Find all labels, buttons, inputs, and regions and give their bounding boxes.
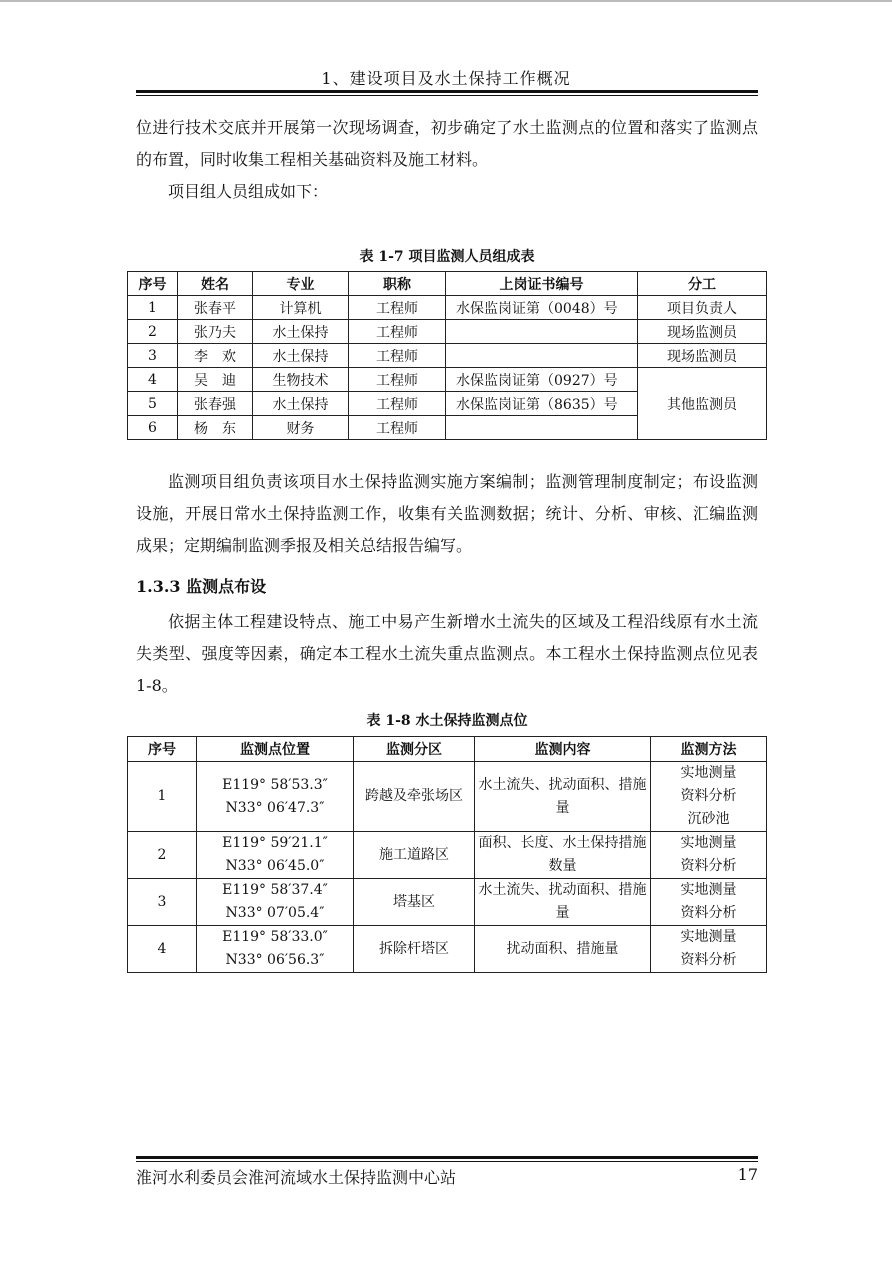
- table-header-row: [128, 272, 767, 296]
- cell-method: [651, 879, 767, 926]
- header-cell: 上岗证书编号: [446, 272, 638, 296]
- header-cell: 职称: [349, 272, 446, 296]
- cell-method: [651, 926, 767, 973]
- cell-no: 4: [128, 926, 197, 973]
- cell-content: 水土流失、扰动面积、措施量: [475, 762, 651, 832]
- cell-no: 4: [128, 368, 178, 392]
- cell-title: 工程师: [349, 344, 446, 368]
- monitoring-points-table: [127, 736, 767, 973]
- cell-name: 张乃夫: [178, 320, 253, 344]
- cell-cert: 水保监岗证第（0048）号: [446, 296, 638, 320]
- cell-no: 3: [128, 344, 178, 368]
- cell-zone: 施工道路区: [354, 832, 475, 879]
- cell-location: [197, 879, 354, 926]
- page-top-border: [0, 0, 892, 2]
- cell-content: 面积、长度、水土保持措施数量: [475, 832, 651, 879]
- cell-location: [197, 926, 354, 973]
- table-row: [128, 296, 767, 320]
- header-cell: 序号: [128, 272, 178, 296]
- cell-no: 1: [128, 296, 178, 320]
- header-cell: 监测内容: [475, 737, 651, 762]
- cell-cert: 水保监岗证第（0927）号: [446, 368, 638, 392]
- method-item: 实地测量: [680, 882, 737, 898]
- header-cell: 监测方法: [651, 737, 767, 762]
- running-header: 1、建设项目及水土保持工作概况: [321, 69, 571, 88]
- cell-major: 水土保持: [253, 392, 349, 416]
- cell-major: 水土保持: [253, 320, 349, 344]
- cell-major: 水土保持: [253, 344, 349, 368]
- longitude: E119° 58′53.3″: [222, 776, 328, 793]
- table-row: [128, 832, 767, 879]
- table-row: [128, 879, 767, 926]
- method-item: 资料分析: [680, 788, 737, 804]
- cell-location: [197, 762, 354, 832]
- cell-role-merged: 其他监测员: [638, 368, 767, 440]
- cell-no: 1: [128, 762, 197, 832]
- personnel-table: [127, 271, 767, 440]
- section-heading: 1.3.3 监测点布设: [136, 577, 267, 596]
- cell-location: [197, 832, 354, 879]
- paragraph-intro: 位进行技术交底并开展第一次现场调查，初步确定了水土监测点的位置和落实了监测点的布置，同时收集工程相关基础资料及施工材料。: [136, 118, 758, 169]
- paragraph-responsibilities: 监测项目组负责该项目水土保持监测实施方案编制；监测管理制度制定；布设监测设施，开展日常水土保持监测工作，收集有关监测数据；统计、分析、审核、汇编监测成果；定期编制监测季报及相关总结报告编写。: [136, 472, 758, 555]
- cell-content: 扰动面积、措施量: [475, 926, 651, 973]
- cell-name: 张春平: [178, 296, 253, 320]
- cell-title: 工程师: [349, 320, 446, 344]
- longitude: E119° 58′33.0″: [222, 929, 328, 945]
- cell-major: 生物技术: [253, 368, 349, 392]
- method-item: 资料分析: [680, 858, 737, 874]
- paragraph-monitoring-points: 依据主体工程建设特点、施工中易产生新增水土流失的区域及工程沿线原有水土流失类型、强度等因素，确定本工程水土流失重点监测点。本工程水土保持监测点位见表 1-8。: [136, 612, 758, 695]
- header-cell: 序号: [128, 737, 197, 762]
- cell-major: 计算机: [253, 296, 349, 320]
- method-item: 实地测量: [680, 835, 737, 851]
- cell-role: 项目负责人: [638, 296, 767, 320]
- latitude: N33° 06′56.3″: [225, 952, 325, 968]
- table-row: [128, 344, 767, 368]
- cell-major: 财务: [253, 416, 349, 440]
- cell-name: 杨 东: [178, 416, 253, 440]
- cell-zone: 塔基区: [354, 879, 475, 926]
- latitude: N33° 06′47.3″: [225, 799, 325, 816]
- footer-organization: 淮河水利委员会淮河流域水土保持监测中心站: [136, 1168, 457, 1187]
- cell-cert: [446, 416, 638, 440]
- page-number: 17: [737, 1165, 758, 1184]
- cell-no: 6: [128, 416, 178, 440]
- cell-zone: 拆除杆塔区: [354, 926, 475, 973]
- cell-role: 现场监测员: [638, 344, 767, 368]
- cell-no: 2: [128, 320, 178, 344]
- paragraph-team-intro: 项目组人员组成如下：: [168, 182, 329, 201]
- header-cell: 姓名: [178, 272, 253, 296]
- table-header-row: [128, 737, 767, 762]
- table-row: [128, 926, 767, 973]
- latitude: N33° 06′45.0″: [225, 858, 325, 874]
- cell-title: 工程师: [349, 392, 446, 416]
- table-row: [128, 320, 767, 344]
- cell-no: 2: [128, 832, 197, 879]
- table-row: [128, 762, 767, 832]
- cell-cert: [446, 320, 638, 344]
- header-cell: 分工: [638, 272, 767, 296]
- method-item: 资料分析: [680, 952, 737, 968]
- header-rule: [136, 90, 758, 96]
- cell-method: [651, 762, 767, 832]
- method-item: 实地测量: [680, 765, 737, 781]
- cell-zone: 跨越及牵张场区: [354, 762, 475, 832]
- table-caption-personnel: 表 1-7 项目监测人员组成表: [359, 249, 535, 265]
- longitude: E119° 59′21.1″: [222, 835, 328, 851]
- cell-no: 5: [128, 392, 178, 416]
- footer-rule: [136, 1156, 758, 1162]
- latitude: N33° 07′05.4″: [225, 905, 325, 921]
- header-cell: 监测分区: [354, 737, 475, 762]
- cell-cert: [446, 344, 638, 368]
- cell-name: 吴 迪: [178, 368, 253, 392]
- cell-title: 工程师: [349, 368, 446, 392]
- table-caption-monitoring: 表 1-8 水土保持监测点位: [366, 713, 528, 729]
- cell-name: 张春强: [178, 392, 253, 416]
- cell-cert: 水保监岗证第（8635）号: [446, 392, 638, 416]
- cell-name: 李 欢: [178, 344, 253, 368]
- longitude: E119° 58′37.4″: [222, 882, 328, 898]
- method-item: 沉砂池: [687, 811, 730, 827]
- cell-role: 现场监测员: [638, 320, 767, 344]
- header-cell: 监测点位置: [197, 737, 354, 762]
- cell-no: 3: [128, 879, 197, 926]
- method-item: 实地测量: [680, 929, 737, 945]
- cell-title: 工程师: [349, 296, 446, 320]
- cell-title: 工程师: [349, 416, 446, 440]
- method-item: 资料分析: [680, 905, 737, 921]
- header-cell: 专业: [253, 272, 349, 296]
- table-row: [128, 368, 767, 392]
- cell-content: 水土流失、扰动面积、措施量: [475, 879, 651, 926]
- cell-method: [651, 832, 767, 879]
